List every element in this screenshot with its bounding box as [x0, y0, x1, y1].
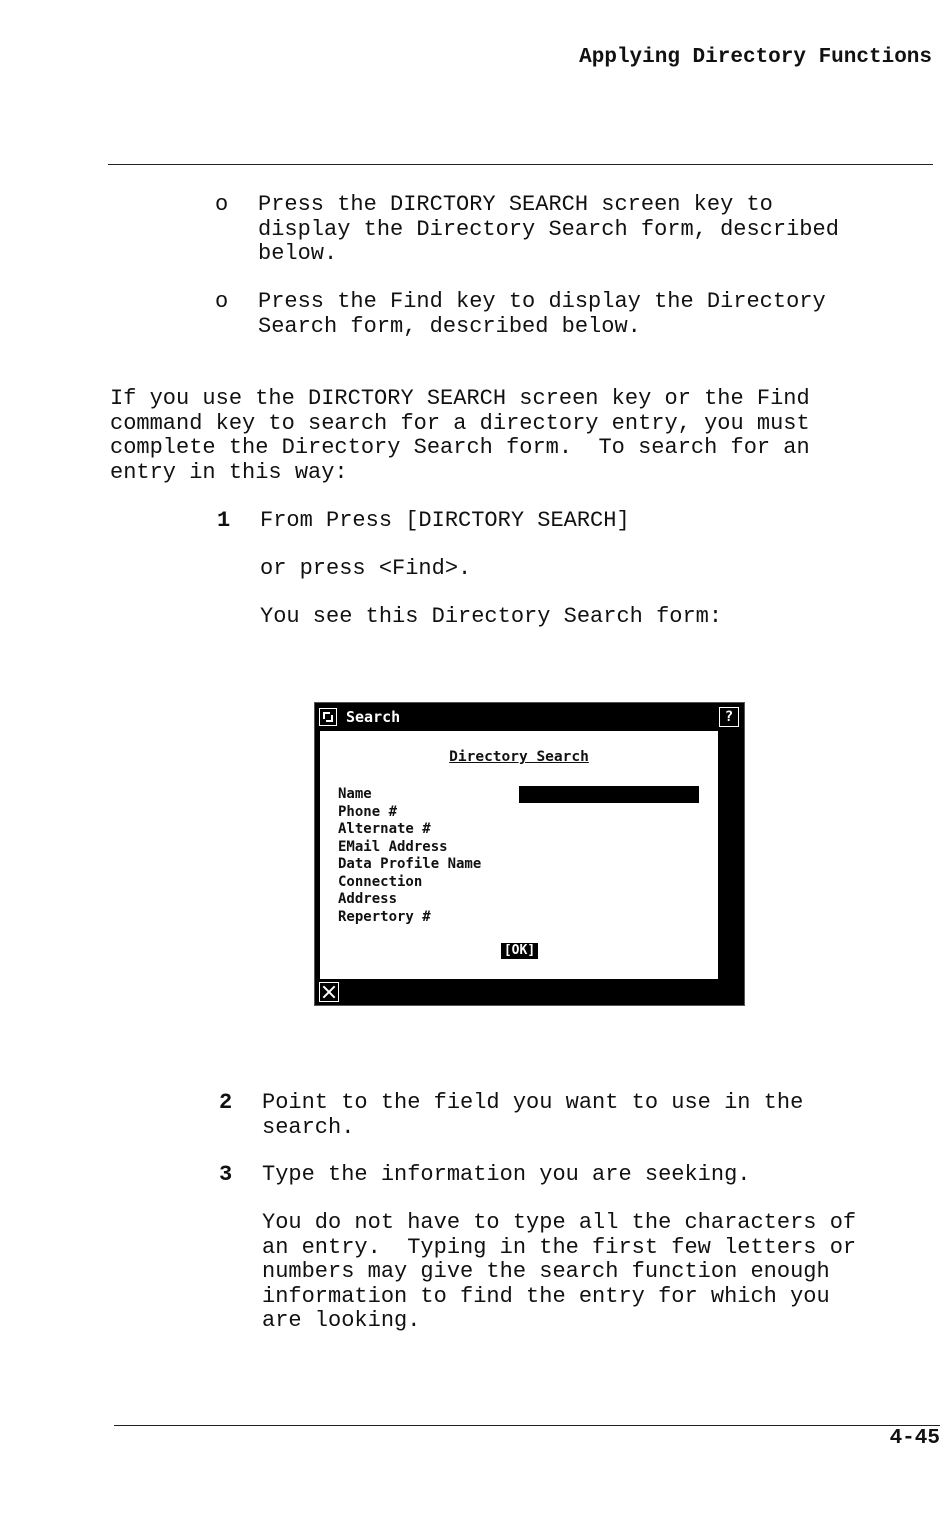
- paragraph-line: complete the Directory Search form. To search for an: [110, 435, 810, 460]
- field-label-connection[interactable]: Connection: [338, 873, 423, 890]
- note-line: information to find the entry for which you: [262, 1283, 830, 1309]
- bullet-line: Press the Find key to display the Directory: [258, 289, 826, 314]
- page-number: 4-45: [889, 1427, 940, 1450]
- window-title: Search: [346, 708, 401, 726]
- note-line: an entry. Typing in the first few letters or: [262, 1234, 857, 1260]
- field-label-alternate[interactable]: Alternate #: [338, 821, 431, 837]
- field-label-repertory[interactable]: Repertory #: [338, 908, 431, 925]
- title-bar: [315, 703, 744, 731]
- step-line: search.: [262, 1114, 355, 1140]
- bullet-marker: o: [215, 289, 229, 314]
- step-text: Type the information you are seeking.: [262, 1162, 751, 1187]
- running-header: Applying Directory Functions: [579, 46, 932, 69]
- step-text: From Press [DIRCTORY SEARCH]: [260, 508, 630, 533]
- bullet-item: [258, 193, 839, 267]
- paragraph-line: If you use the DIRCTORY SEARCH screen key or the Find: [110, 386, 810, 411]
- resize-icon[interactable]: [319, 708, 337, 726]
- search-window: [314, 702, 745, 1006]
- bullet-line: below.: [258, 241, 338, 266]
- step-line: Point to the field you want to use in the: [262, 1090, 804, 1115]
- step-note: [262, 1211, 856, 1334]
- field-label-name[interactable]: Name: [338, 786, 372, 802]
- paragraph-line: entry in this way:: [110, 459, 348, 485]
- field-label-data-profile[interactable]: Data Profile Name: [338, 856, 482, 872]
- close-icon[interactable]: [319, 982, 339, 1002]
- search-form: [320, 731, 718, 979]
- header-rule: [108, 164, 933, 165]
- ok-button[interactable]: [OK]: [501, 943, 538, 959]
- bullet-line: Search form, described below.: [258, 313, 641, 339]
- bullet-line: display the Directory Search form, described: [258, 216, 839, 242]
- paragraph-line: command key to search for a directory entry, you must: [110, 410, 810, 436]
- bullet-item: [258, 290, 826, 339]
- bullet-line: Press the DIRCTORY SEARCH screen key to: [258, 192, 773, 217]
- step-number: 2: [219, 1090, 233, 1115]
- note-line: numbers may give the search function enough: [262, 1259, 830, 1284]
- help-button[interactable]: ?: [719, 707, 739, 727]
- field-label-address[interactable]: Address: [338, 891, 398, 907]
- step-text: [262, 1091, 803, 1140]
- form-title: Directory Search: [449, 749, 589, 765]
- field-label-email[interactable]: EMail Address: [338, 838, 448, 855]
- step-number: 3: [219, 1162, 233, 1187]
- step-subtext: or press <Find>.: [260, 556, 472, 581]
- step-subtext: You see this Directory Search form:: [260, 604, 723, 629]
- note-line: are looking.: [262, 1308, 421, 1333]
- footer-rule: [114, 1425, 940, 1426]
- intro-paragraph: [110, 387, 810, 485]
- name-input[interactable]: [519, 786, 699, 803]
- note-line: You do not have to type all the characters of: [262, 1210, 857, 1235]
- bullet-marker: o: [215, 192, 229, 217]
- field-label-phone[interactable]: Phone #: [338, 803, 398, 820]
- step-number: 1: [217, 508, 231, 533]
